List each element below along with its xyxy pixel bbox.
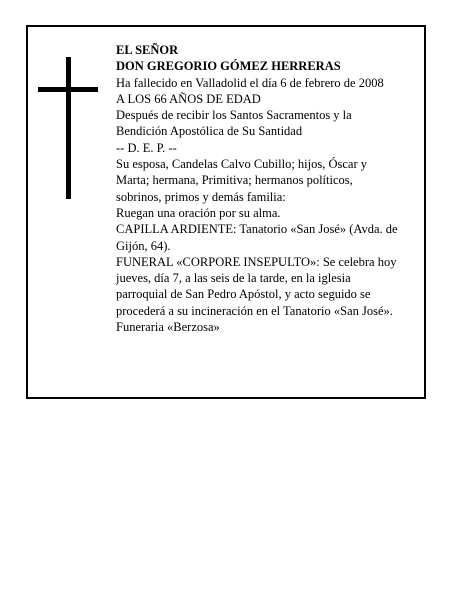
family-line-1: Su esposa, Candelas Calvo Cubillo; hijos, Óscar y xyxy=(116,157,368,172)
sacraments-line-1: Después de recibir los Santos Sacramentos y la xyxy=(116,108,352,123)
chapel-line-2: Gijón, 64). xyxy=(116,238,171,253)
chapel-line-1: CAPILLA ARDIENTE: Tanatorio «San José» (Avda. de xyxy=(116,222,398,237)
notice-title-line-1: EL SEÑOR xyxy=(116,43,179,57)
funeral-line-2: jueves, día 7, a las seis de la tarde, en la iglesia xyxy=(116,271,351,286)
death-announcement: Ha fallecido en Valladolid el día 6 de febrero de 2008 xyxy=(116,75,384,90)
family-line-2: Marta; hermana, Primitiva; hermanos políticos, xyxy=(116,173,353,188)
funeral-line-3: parroquial de San Pedro Apóstol, y acto seguido se xyxy=(116,287,371,302)
rip-line: -- D. E. P. -- xyxy=(116,140,177,155)
sacraments-line-2: Bendición Apostólica de Su Santidad xyxy=(116,124,303,139)
cross-vertical-bar xyxy=(66,57,71,199)
obituary-notice xyxy=(26,25,426,399)
notice-text xyxy=(116,42,428,335)
funeral-home: Funeraria «Berzosa» xyxy=(116,320,220,335)
funeral-line-1: FUNERAL «CORPORE INSEPULTO»: Se celebra hoy xyxy=(116,254,397,269)
prayer-request: Ruegan una oración por su alma. xyxy=(116,205,281,220)
cross-icon xyxy=(38,57,98,199)
notice-title-line-2: DON GREGORIO GÓMEZ HERRERAS xyxy=(116,59,341,74)
age-line: A LOS 66 AÑOS DE EDAD xyxy=(116,91,261,106)
family-line-3: sobrinos, primos y demás familia: xyxy=(116,189,286,204)
funeral-line-4: procederá a su incineración en el Tanatorio «San José». xyxy=(116,303,393,318)
cross-horizontal-bar xyxy=(38,87,98,92)
